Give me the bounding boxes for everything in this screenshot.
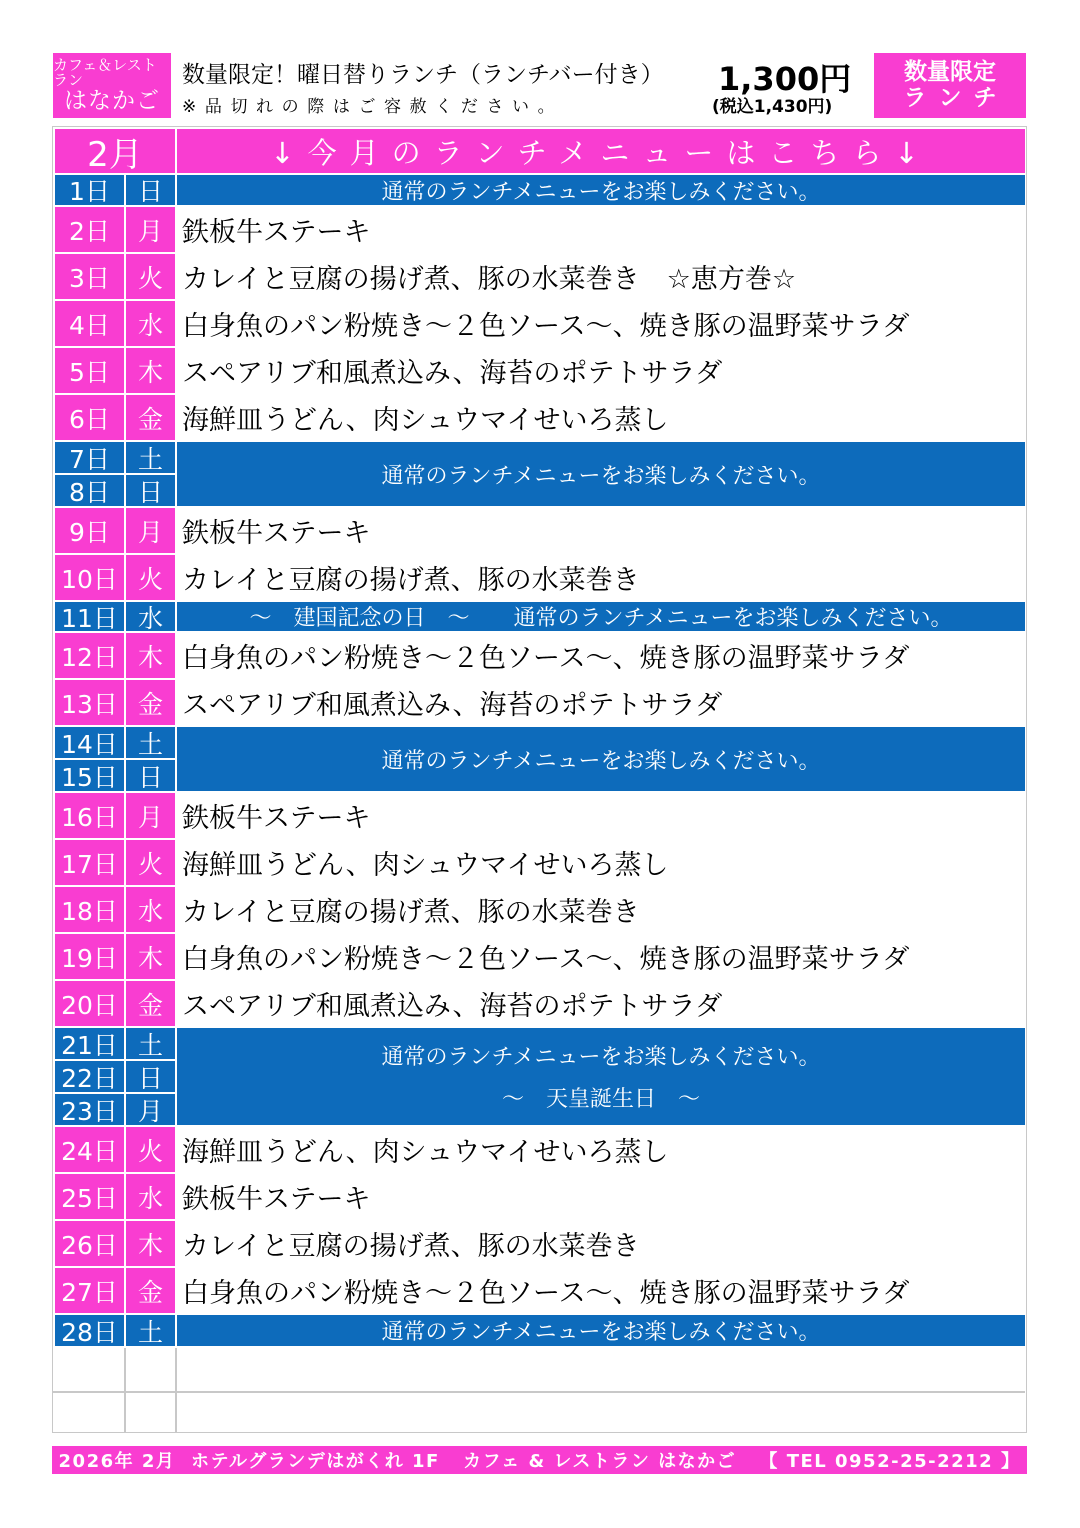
notice-text: 通常のランチメニューをお楽しみください。 xyxy=(381,463,821,489)
menu-cell: 鉄板牛ステーキ xyxy=(177,1174,1025,1219)
day-cell: 13日 xyxy=(55,680,124,725)
day-cell: 20日 xyxy=(55,981,124,1026)
page-title: 数量限定！曜日替りランチ（ランチバー付き） xyxy=(182,62,664,88)
weekday-cell: 月 xyxy=(126,508,175,553)
grid-line xyxy=(53,1391,1025,1393)
notice-text: 通常のランチメニューをお楽しみください。 xyxy=(381,748,821,774)
weekday-cell: 金 xyxy=(126,981,175,1026)
weekday-cell: 水 xyxy=(126,1174,175,1219)
menu-cell: スペアリブ和風煮込み、海苔のポテトサラダ xyxy=(177,981,1025,1026)
weekday-cell: 日 xyxy=(126,475,175,506)
weekday-cell: 土 xyxy=(126,442,175,473)
day-cell: 9日 xyxy=(55,508,124,553)
day-cell: 6日 xyxy=(55,395,124,440)
menu-cell: カレイと豆腐の揚げ煮、豚の水菜巻き xyxy=(177,555,1025,600)
day-cell: 12日 xyxy=(55,633,124,678)
weekday-cell: 水 xyxy=(126,301,175,346)
weekday-cell: 月 xyxy=(126,1094,175,1125)
badge-line1: 数量限定 xyxy=(904,59,996,86)
menu-cell: 白身魚のパン粉焼き～２色ソース～、焼き豚の温野菜サラダ xyxy=(177,1268,1025,1313)
weekday-cell: 火 xyxy=(126,840,175,885)
menu-cell: カレイと豆腐の揚げ煮、豚の水菜巻き xyxy=(177,887,1025,932)
day-cell: 21日 xyxy=(55,1028,124,1059)
day-cell: 10日 xyxy=(55,555,124,600)
weekday-cell: 月 xyxy=(126,793,175,838)
menu-table xyxy=(52,126,1027,1433)
weekday-cell: 日 xyxy=(126,1061,175,1092)
day-cell: 1日 xyxy=(55,175,124,205)
sold-out-note: ※品切れの際はご容赦ください。 xyxy=(182,97,564,117)
weekday-cell: 金 xyxy=(126,395,175,440)
menu-cell: 白身魚のパン粉焼き～２色ソース～、焼き豚の温野菜サラダ xyxy=(177,633,1025,678)
notice-cell: 通常のランチメニューをお楽しみください。 xyxy=(177,1315,1025,1346)
table-heading: ↓今月のランチメニューはこちら↓ xyxy=(177,129,1025,173)
day-cell: 16日 xyxy=(55,793,124,838)
weekday-cell: 木 xyxy=(126,934,175,979)
logo xyxy=(53,53,171,118)
day-cell: 7日 xyxy=(55,442,124,473)
grid-line xyxy=(175,1348,177,1432)
day-cell: 18日 xyxy=(55,887,124,932)
day-cell: 25日 xyxy=(55,1174,124,1219)
empty-cell xyxy=(177,1348,1025,1391)
day-cell: 11日 xyxy=(55,602,124,631)
notice-cell xyxy=(177,727,1025,791)
weekday-cell: 金 xyxy=(126,1268,175,1313)
weekday-cell: 木 xyxy=(126,1221,175,1266)
day-cell: 8日 xyxy=(55,475,124,506)
weekday-cell: 火 xyxy=(126,555,175,600)
day-cell: 22日 xyxy=(55,1061,124,1092)
grid-line xyxy=(124,1348,126,1432)
day-cell: 27日 xyxy=(55,1268,124,1313)
menu-cell: カレイと豆腐の揚げ煮、豚の水菜巻き ☆恵方巻☆ xyxy=(177,254,1025,299)
menu-cell: カレイと豆腐の揚げ煮、豚の水菜巻き xyxy=(177,1221,1025,1266)
notice-text: 通常のランチメニューをお楽しみください。 xyxy=(381,1044,821,1070)
logo-line2: はなかご xyxy=(64,88,160,115)
menu-cell: 白身魚のパン粉焼き～２色ソース～、焼き豚の温野菜サラダ xyxy=(177,301,1025,346)
weekday-cell: 土 xyxy=(126,727,175,758)
day-cell: 24日 xyxy=(55,1127,124,1172)
weekday-cell: 月 xyxy=(126,207,175,252)
menu-cell: 鉄板牛ステーキ xyxy=(177,508,1025,553)
price: 1,300円 xyxy=(718,60,852,98)
day-cell: 23日 xyxy=(55,1094,124,1125)
menu-cell: 海鮮皿うどん、肉シュウマイせいろ蒸し xyxy=(177,395,1025,440)
weekday-cell: 土 xyxy=(126,1028,175,1059)
menu-cell: 海鮮皿うどん、肉シュウマイせいろ蒸し xyxy=(177,1127,1025,1172)
footer: 2026年 2月 ホテルグランデはがくれ 1F カフェ & レストラン はなかご 【 TEL 0952-25-2212 】 xyxy=(52,1446,1027,1474)
weekday-cell: 水 xyxy=(126,602,175,631)
day-cell: 2日 xyxy=(55,207,124,252)
day-cell: 3日 xyxy=(55,254,124,299)
empty-cell xyxy=(55,1393,124,1430)
day-cell: 15日 xyxy=(55,760,124,791)
day-cell: 28日 xyxy=(55,1315,124,1346)
menu-cell: スペアリブ和風煮込み、海苔のポテトサラダ xyxy=(177,348,1025,393)
weekday-cell: 土 xyxy=(126,1315,175,1346)
price-tax: (税込1,430円) xyxy=(712,97,833,117)
notice-cell: 通常のランチメニューをお楽しみください。 xyxy=(177,175,1025,205)
weekday-cell: 木 xyxy=(126,633,175,678)
weekday-cell: 日 xyxy=(126,760,175,791)
notice-text: ～ 天皇誕生日 ～ xyxy=(501,1087,700,1113)
empty-cell xyxy=(55,1348,124,1391)
empty-cell xyxy=(126,1393,175,1430)
month-cell: 2月 xyxy=(55,129,175,173)
day-cell: 14日 xyxy=(55,727,124,758)
menu-cell: スペアリブ和風煮込み、海苔のポテトサラダ xyxy=(177,680,1025,725)
day-cell: 4日 xyxy=(55,301,124,346)
weekday-cell: 火 xyxy=(126,254,175,299)
weekday-cell: 日 xyxy=(126,175,175,205)
menu-cell: 鉄板牛ステーキ xyxy=(177,793,1025,838)
day-cell: 17日 xyxy=(55,840,124,885)
notice-cell xyxy=(177,1028,1025,1125)
empty-cell xyxy=(126,1348,175,1391)
weekday-cell: 水 xyxy=(126,887,175,932)
logo-line1: カフェ＆レストラン xyxy=(53,55,157,90)
day-cell: 19日 xyxy=(55,934,124,979)
badge-line2: ランチ xyxy=(903,84,1009,111)
menu-cell: 海鮮皿うどん、肉シュウマイせいろ蒸し xyxy=(177,840,1025,885)
notice-cell xyxy=(177,442,1025,506)
day-cell: 5日 xyxy=(55,348,124,393)
weekday-cell: 木 xyxy=(126,348,175,393)
menu-cell: 白身魚のパン粉焼き～２色ソース～、焼き豚の温野菜サラダ xyxy=(177,934,1025,979)
weekday-cell: 金 xyxy=(126,680,175,725)
menu-cell: 鉄板牛ステーキ xyxy=(177,207,1025,252)
notice-cell: ～ 建国記念の日 ～ 通常のランチメニューをお楽しみください。 xyxy=(177,602,1025,631)
empty-cell xyxy=(177,1393,1025,1430)
day-cell: 26日 xyxy=(55,1221,124,1266)
limited-badge xyxy=(874,53,1026,118)
weekday-cell: 火 xyxy=(126,1127,175,1172)
